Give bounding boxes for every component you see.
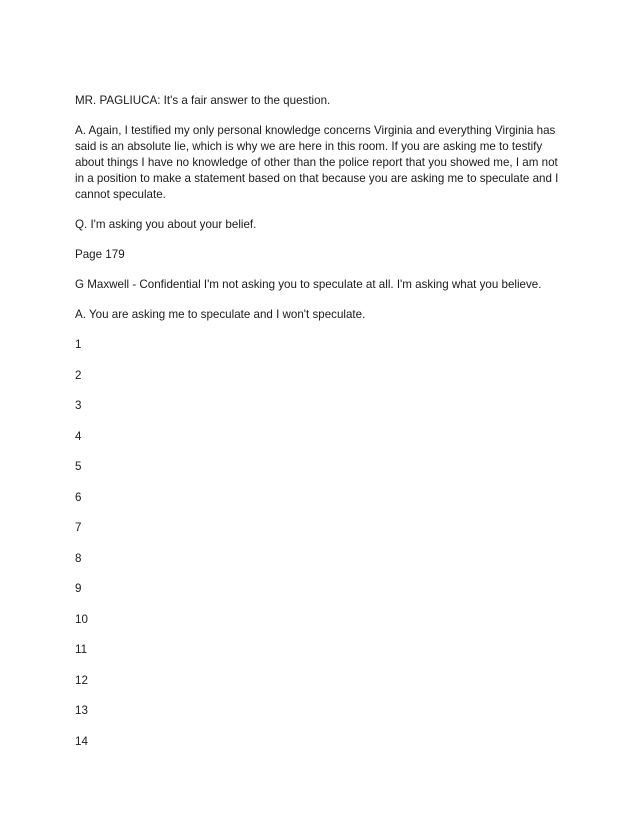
answer-paragraph: A. Again, I testified my only personal knowledge concerns Virginia and everything Virginia has said is an absolute lie, which is why we are here in this room. If you are asking me to testify about things I have no knowledge of other than the police report that you showed me, I am not in a position to make a statement based on that because you are asking me to speculate and I cannot speculate. <box>75 124 559 201</box>
line-number: 6 <box>75 490 82 504</box>
line-number: 14 <box>75 734 88 748</box>
speaker-statement: MR. PAGLIUCA: It's a fair answer to the question. <box>75 94 331 107</box>
line-number: 1 <box>75 338 82 351</box>
line-number: 3 <box>75 399 82 412</box>
line-number: 10 <box>75 612 88 626</box>
answer-paragraph-2: A. You are asking me to speculate and I won't speculate. <box>75 308 366 321</box>
question-paragraph: Q. I'm asking you about your belief. <box>75 218 257 231</box>
document-page <box>75 93 565 764</box>
line-number: 13 <box>75 704 88 717</box>
line-number: 11 <box>75 643 88 656</box>
line-number: 5 <box>75 460 82 473</box>
line-number: 12 <box>75 673 88 687</box>
line-number: 8 <box>75 551 82 565</box>
page-number-label: Page 179 <box>75 248 125 261</box>
line-number: 2 <box>75 368 82 382</box>
line-number: 7 <box>75 521 82 534</box>
line-number: 9 <box>75 582 82 595</box>
line-number-list <box>75 337 565 750</box>
line-number: 4 <box>75 429 82 443</box>
confidential-header-paragraph: G Maxwell - Confidential I'm not asking you to speculate at all. I'm asking what you believe. <box>75 278 542 291</box>
